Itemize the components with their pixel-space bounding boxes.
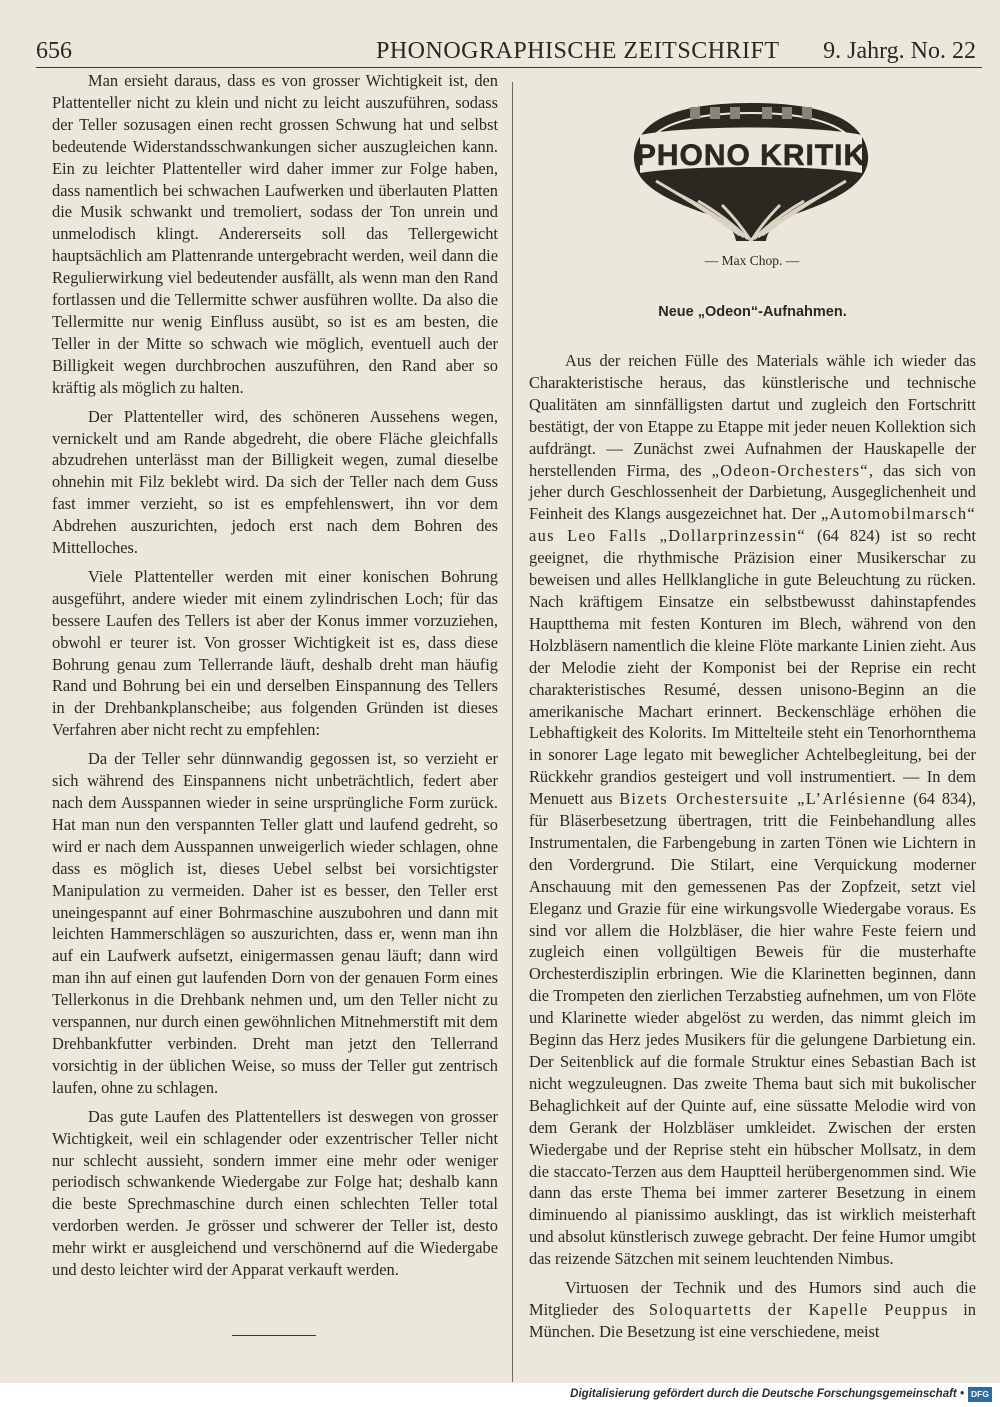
paragraph [529,350,976,1270]
dfg-logo: DFG [968,1387,992,1402]
left-column [52,70,498,1281]
author-byline: — Max Chop. — [704,253,800,268]
article-title: Neue „Odeon“-Aufnahmen. [658,304,847,320]
issue-label: 9. Jahrg. No. 22 [823,38,976,64]
funding-note: Digitalisierung gefördert durch die Deutsche Forschungsgemeinschaft • [570,1388,964,1400]
text-run: (64 834), für Bläserbesetzung übertragen, tritt die Feinbehandlung alles Instrumentalen, die Farbengebung in zarten Tönen wie Lichtern in den Vordergrund. Die Stilart, eine Verquickung moderner Anschauung mit den gemessenen Pas der Zopfzeit, setzt viel Eleganz und Grazie für eine wirkungsvolle Wiedergabe voraus. Es sind vor allem die Holzbläser, die hier wahre Feste feiern und zugleich einen vollgültigen Beweis für die musterhafte Orchesterdisziplin erbringen. Wie die Klarinetten beginnen, dann die Trompeten den zierlichen Terzabstieg aufnehmen, um von Flöte und Klarinette wieder abgelöst zu werden, das nimmt gleich im Beginn das Herz jedes Musikers für die gelungene Darbietung ein. Der Seitenblick auf die formale Struktur eines Sebastian Bach ist nicht wegzuleugnen. Das zweite Thema baut sich mit bukolischer Behaglichkeit auf der Quinte auf, eine süssatte Melodie wird von dem Gerank der Holzbläser umkleidet. Zwischen der ersten Wiedergabe und der Reprise steht ein hübscher Mollsatz, in dem die staccato-Terzen aus dem Hauptteil herübergenommen sind. Wie dann das erste Thema bei immer zarterer Besetzung in einem diminuendo al pianissimo ausklingt, das ist wirklich meisterhaft und absolut künstlerisch zuwege gebracht. Der feine Humor umgibt das reizende Sätzchen mit seinem leuchtenden Nimbus. [529,789,977,1269]
paragraph: Man ersieht daraus, dass es von grosser Wichtigkeit ist, den Plattenteller nicht zu klein und nicht zu leicht auszuführen, sodass der Teller sozusagen einen recht grossen Schwung hat und selbst bedeutende Widerstandsschwankungen sicher auszugleichen kann. Ein zu leichter Plattenteller wird daher immer zur Folge haben, dass namentlich bei schwachen Laufwerken und überlauten Platten die Musik schwankt und tremoliert, sodass der Ton unrein und unmelodisch klingt. Andererseits soll das Tellergewicht hauptsächlich am Plattenrande untergebracht werden, weil dann die Regulierwirkung viel bedeutender ausfällt, als wenn man den Rand fortlassen und die Tellermitte schwer ausführen wollte. Da also die Tellermitte nur wenig Einfluss ausübt, so ist es am besten, die Teller in der Mitte so schwach wie möglich, eventuell auch der Billigkeit wegen durchbrochen auszuführen, den Rand aber so kräftig als möglich zu halten. [52,71,498,397]
text-run: , das sich von jeher durch Geschlossenheit der Darbietung, Ausgeglichenheit und Feinheit des Klangs ausgezeichnet hat. Der [529,460,976,524]
spaced-emphasis: „Automobilmarsch“ aus Leo Falls „Dollarprinzessin“ [529,504,976,546]
paragraph [529,1277,976,1343]
logo-text: PHONO KRITIK [635,139,867,172]
text-run: in München. Die Besetzung ist eine verschiedene, meist [529,1299,977,1341]
article-end-rule [232,1335,316,1336]
text-run: (64 824) ist so recht geeignet, die rhythmische Präzision einer Musikerschar zu beweisen und alles Hellklangliche in gute Beleuchtung zu rücken. Nach kräftigem Einsatze ein selbstbewusst dahinstapfendes Hauptthema mit festen Konturen im Blech, während von den Holzbläsern namentlich die kleine Flöte markante Linien zieht. Aus der Melodie zieht der Komponist bei der Reprise ein recht charakteristisches Resumé, dessen unisono-Beginn an die amerikanische Machart erinnert. Beckenschläge erhöhen die Lebhaftigkeit des Kolorits. Im Mittelteile steht ein Tenorhornthema in sonorer Lage legato mit beweglicher Achtelbegleitung, bei der Rückkehr grandios gesteigert und voll instrumentiert. — In dem Menuett aus [529,526,977,809]
text-run: Aus der reichen Fülle des Materials wähle ich wieder das Charakteristische heraus, das künstlerische und technische Qualitäten am sinnfälligsten dartut und zugleich den Fortschritt bestätigt, der von Etappe zu Etappe mit jeder neuen Kollektion sich aufdrängt. — Zunächst zwei Aufnahmen der Hauskapelle der herstellenden Firma, des [529,351,976,480]
paragraph: Das gute Laufen des Plattentellers ist deswegen von grosser Wichtigkeit, weil ein schlagender oder exzentrischer Teller nicht nur schlecht aussieht, sondern immer eine mehr oder weniger periodisch schwankende Wiedergabe zur Folge hat; deshalb kann die beste Sprechmaschine durch einen schlechten Teller total verdorben werden. Je grösser und schwerer der Teller ist, desto mehr wirkt er ausgleichend und verschönernd auf die Wiedergabe und desto leichter wird der Apparat verkauft werden. [52,1106,498,1280]
paragraph: Viele Plattenteller werden mit einer konischen Bohrung ausgeführt, andere wieder mit einem zylindrischen Loch; für das bessere Laufen des Tellers ist aber der Konus immer vorzuziehen, obwohl er teurer ist. Von grosser Wichtigkeit ist es, dass diese Bohrung genau zum Tellerrande läuft, deshalb dreht man häufig Rand und Bohrung bei ein und derselben Einspannung des Tellers in der Drehbankplanscheibe; aus folgenden Gründen ist dieses Verfahren aber nicht recht zu empfehlen: [52,566,498,740]
paragraph: Der Plattenteller wird, des schöneren Aussehens wegen, vernickelt und am Rande abgedreht, die obere Fläche gleichfalls abzudrehen unterlässt man der Billigkeit wegen, zumal dieselbe ohnehin mit Filz beklebt wird. Da sich der Teller nach dem Guss fast immer verzieht, so ist es empfehlenswert, ihn vor dem Abdrehen auszurichten, jedoch erst nach dem Bohren des Mittelloches. [52,406,498,558]
spaced-emphasis: „Odeon-Orchesters“ [711,460,869,480]
spaced-emphasis: Bizets Orchestersuite „L’Arlésienne [619,789,907,809]
right-column [529,350,976,1343]
paragraph: Da der Teller sehr dünnwandig gegossen ist, so verzieht er sich während des Einspannens nicht unbeträchtlich, federt aber nach dem Ausspannen wieder in seine ursprüngliche Form zurück. Hat man nun den verspannten Teller glatt und laufend gedreht, so wird er nach dem Ausspannen unweigerlich wieder schlagen, ohne dass es möglich ist, dieses Uebel selbst bei vorsichtigster Manipulation zu vermeiden. Daher ist es besser, den Teller erst uneingespannt auf einer Bohrmaschine auszubohren und dann mit leichten Hammerschlägen so auszurichten, dass er, wenn man ihn auf ein Laufwerk aufsetzt, einigermassen genau läuft; dann wird man ihn auf einen gut laufenden Dorn von der genauen Form eines Tellerkonus in die Drehbank nehmen und, um den Teller nicht zu verspannen, nur durch einen gewöhnlichen Mitnehmerstift mit dem Drehbankfutter verbinden. Dreht man jetzt den Tellerrand vorsichtig in der üblichen Weise, so muss der Teller gut zentrisch laufen, ohne zu schlagen. [52,749,498,1097]
running-header [36,38,976,68]
page-number: 656 [36,38,72,64]
column-divider [512,82,513,1382]
phono-kritik-logo [628,95,874,247]
spaced-emphasis: Soloquartetts der Kapelle Peuppus [648,1299,949,1319]
phono-kritik-logo-graphic [628,95,874,247]
journal-title: PHONOGRAPHISCHE ZEITSCHRIFT [376,38,780,64]
text-run: Virtuosen der Technik und des Humors sind auch die Mitglieder des [529,1278,976,1319]
header-rule [36,67,982,68]
digitization-footer [0,1383,1000,1407]
